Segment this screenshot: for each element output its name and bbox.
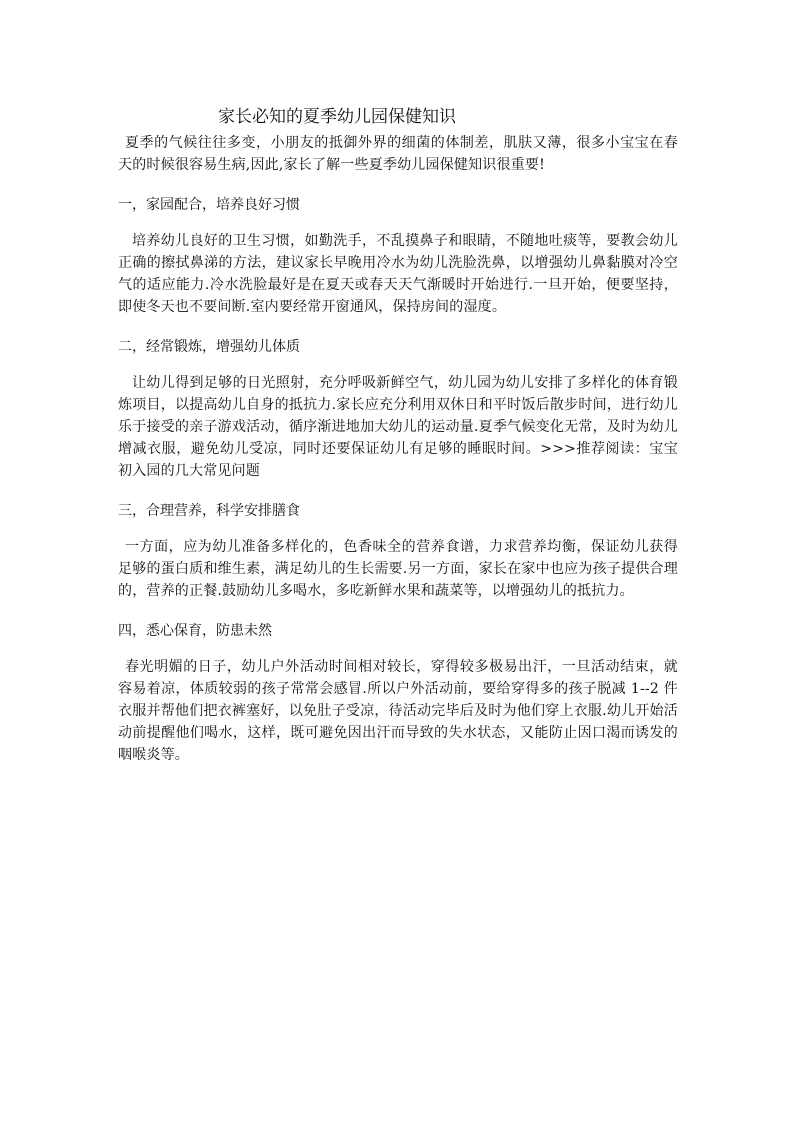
- section-4-heading: 四，悉心保育，防患未然: [118, 623, 272, 639]
- section-1-heading: 一，家园配合，培养良好习惯: [118, 197, 300, 213]
- section-2-body: [118, 372, 678, 482]
- spacer: [118, 358, 678, 372]
- document-title: 家长必知的夏季幼儿园保健知识: [218, 107, 456, 127]
- section-2-body-text: 让幼儿得到足够的日光照射，充分呼吸新鲜空气，幼儿园为幼儿安排了多样化的体育锻炼项目，以提高幼儿自身的抵抗力.家长应充分利用双休日和平时饭后散步时间，进行幼儿乐于接受的亲子游戏活动，循序渐进地加大幼儿的运动量.夏季气候变化无常，及时为幼儿增减衣服，避免幼儿受凉，同时还要保证幼儿有足够的睡眠时间。: [118, 375, 678, 457]
- spacer: [118, 318, 678, 336]
- spacer: [118, 602, 678, 620]
- recommended-reading-link[interactable]: >>>推荐阅读：宝宝初入园的几大常见问题: [118, 441, 678, 479]
- intro-paragraph: 夏季的气候往往多变，小朋友的抵御外界的细菌的体制差，肌肤又薄，很多小宝宝在春天的时候很容易生病,因此,家长了解一些夏季幼儿园保健知识很重要!: [118, 135, 678, 173]
- section-4-body: 春光明媚的日子，幼儿户外活动时间相对较长，穿得较多极易出汗，一旦活动结束，就容易着凉，体质较弱的孩子常常会感冒.所以户外活动前，要给穿得多的孩子脱减 1--2 件衣服并帮他们把衣裤塞好，以免肚子受凉，待活动完毕后及时为他们穿上衣服.幼儿开始活动前提醒他们喝水，这样，既可避免因出汗而导致的失水状态，又能防止因口渴而诱发的咽喉炎等。: [118, 659, 678, 763]
- section-2-heading: 二，经常锻炼，增强幼儿体质: [118, 339, 300, 355]
- document-page: [118, 104, 678, 766]
- spacer: [118, 216, 678, 230]
- section-1-body: 培养幼儿良好的卫生习惯，如勤洗手，不乱摸鼻子和眼睛，不随地吐痰等，要教会幼儿正确的擦拭鼻涕的方法，建议家长早晚用冷水为幼儿洗脸洗鼻，以增强幼儿鼻黏膜对冷空气的适应能力.冷水洗脸最好是在夏天或春天天气渐暖时开始进行.一旦开始，便要坚持，即使冬天也不要间断.室内要经常开窗通风，保持房间的湿度。: [118, 233, 678, 315]
- spacer: [118, 176, 678, 194]
- spacer: [118, 482, 678, 500]
- spacer: [118, 522, 678, 536]
- section-3-body: 一方面，应为幼儿准备多样化的，色香味全的营养食谱，力求营养均衡，保证幼儿获得足够的蛋白质和维生素，满足幼儿的生长需要.另一方面，家长在家中也应为孩子提供合理的，营养的正餐.鼓励幼儿多喝水，多吃新鲜水果和蔬菜等，以增强幼儿的抵抗力。: [118, 539, 678, 599]
- section-3-heading: 三，合理营养，科学安排膳食: [118, 503, 300, 519]
- spacer: [118, 642, 678, 656]
